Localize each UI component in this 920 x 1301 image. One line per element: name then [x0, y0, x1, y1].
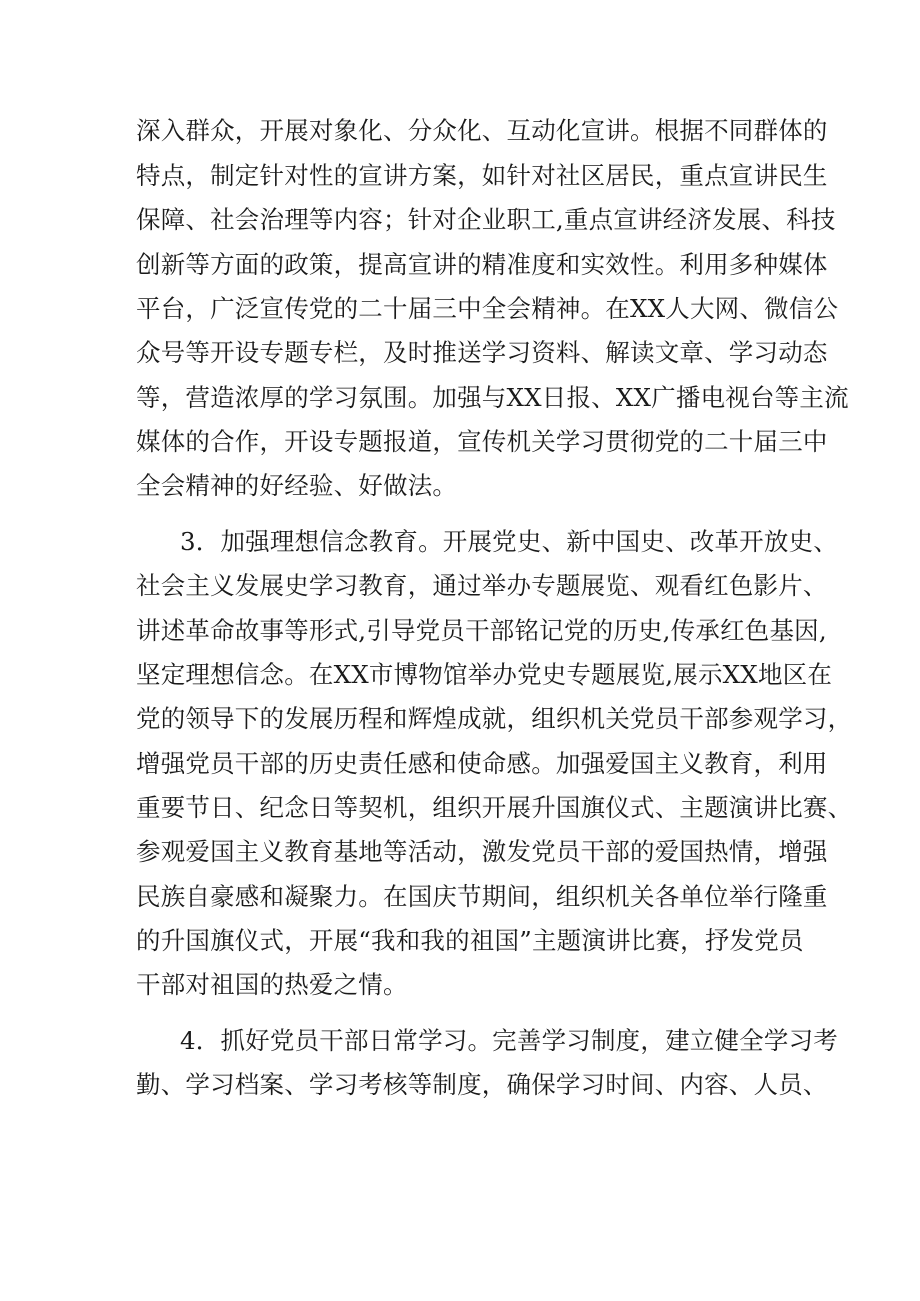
text-line: 等，营造浓厚的学习氛围。加强与XX日报、XX广播电视台等主流	[136, 383, 849, 412]
text-line: 讲述革命故事等形式,引导党员干部铭记党的历史,传承红色基因,	[136, 616, 827, 645]
text-line: 干部对祖国的热爱之情。	[136, 970, 408, 999]
text-line: 重要节日、纪念日等契机，组织开展升国旗仪式、主题演讲比赛、	[136, 793, 853, 822]
text-line: 深入群众，开展对象化、分众化、互动化宣讲。根据不同群体的	[136, 116, 828, 145]
text-line: 保障、社会治理等内容；针对企业职工,重点宣讲经济发展、科技	[136, 205, 836, 234]
text-line: 参观爱国主义教育基地等活动，激发党员干部的爱国热情，增强	[136, 837, 828, 866]
text-line: 民族自豪感和凝聚力。在国庆节期间，组织机关各单位举行隆重	[136, 882, 828, 911]
text-line: 党的领导下的发展历程和辉煌成就，组织机关党员干部参观学习，	[136, 704, 853, 733]
text-line: 众号等开设专题专栏，及时推送学习资料、解读文章、学习动态	[136, 338, 828, 367]
section-heading-line: 3．加强理想信念教育。开展党史、新中国史、改革开放史、	[180, 527, 838, 556]
text-line: 增强党员干部的历史责任感和使命感。加强爱国主义教育，利用	[136, 749, 828, 778]
text-line: 特点，制定针对性的宣讲方案，如针对社区居民，重点宣讲民生	[136, 161, 828, 190]
text-line: 勤、学习档案、学习考核等制度，确保学习时间、内容、人员、	[136, 1070, 828, 1099]
text-line: 媒体的合作，开设专题报道，宣传机关学习贯彻党的二十届三中	[136, 427, 828, 456]
section-heading-line: 4．抓好党员干部日常学习。完善学习制度，建立健全学习考	[180, 1026, 838, 1055]
text-line: 创新等方面的政策，提高宣讲的精准度和实效性。利用多种媒体	[136, 250, 828, 279]
text-line: 的升国旗仪式，开展“我和我的祖国”主题演讲比赛，抒发党员	[136, 926, 804, 955]
text-line: 坚定理想信念。在XX市博物馆举办党史专题展览,展示XX地区在	[136, 660, 833, 689]
text-line: 全会精神的好经验、好做法。	[136, 471, 458, 500]
text-line: 社会主义发展史学习教育，通过举办专题展览、观看红色影片、	[136, 571, 828, 600]
text-line: 平台，广泛宣传党的二十届三中全会精神。在XX人大网、微信公	[136, 294, 839, 323]
